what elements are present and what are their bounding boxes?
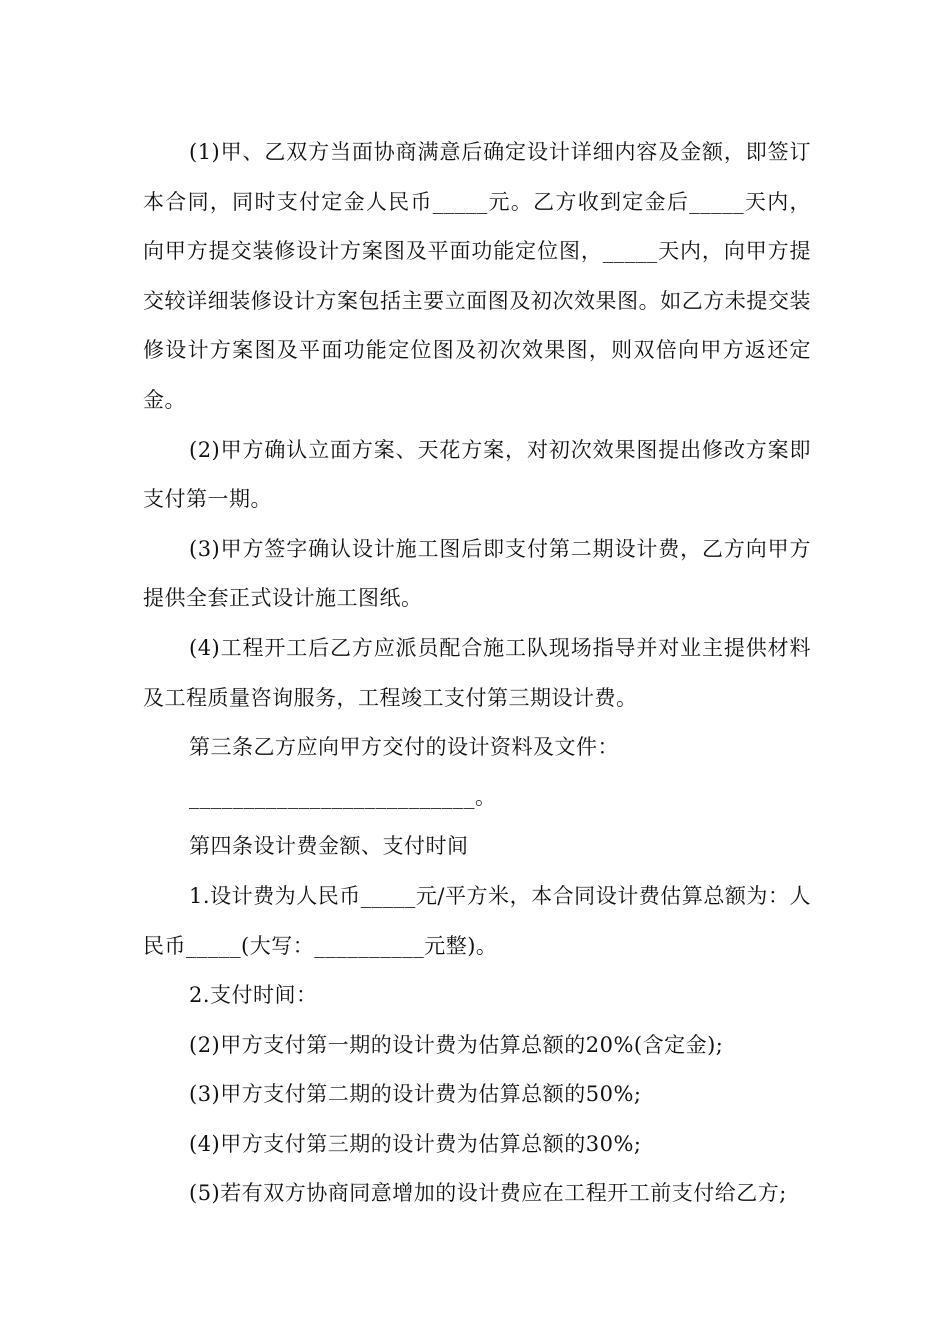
article-4-heading: 第四条设计费金额、支付时间 bbox=[189, 834, 469, 859]
clause-1-paragraph: (1)甲、乙双方当面协商满意后确定设计详细内容及金额，即签订本合同，同时支付定金人民币_____元。乙方收到定金后_____天内，向甲方提交装修设计方案图及平面功能定位图，_____天内，向甲方提交较详细装修设计方案包括主要立面图及初次效果图。如乙方未提交装修设计方案图及平面功能定位图及初次效果图，则双倍向甲方返还定金。 bbox=[143, 140, 811, 412]
payment-item-third-period: (4)甲方支付第三期的设计费为估算总额的30%; bbox=[189, 1131, 642, 1156]
payment-time-heading: 2.支付时间： bbox=[189, 983, 318, 1008]
clause-4-paragraph: (4)工程开工后乙方应派员配合施工队现场指导并对业主提供材料及工程质量咨询服务，工程竣工支付第三期设计费。 bbox=[143, 635, 811, 710]
article-3-heading: 第三条乙方应向甲方交付的设计资料及文件： bbox=[189, 735, 619, 760]
clause-2-paragraph: (2)甲方确认立面方案、天花方案，对初次效果图提出修改方案即支付第一期。 bbox=[143, 437, 811, 512]
document-body bbox=[143, 128, 811, 1219]
payment-item-first-period: (2)甲方支付第一期的设计费为估算总额的20%(含定金); bbox=[189, 1032, 724, 1057]
payment-item-second-period: (3)甲方支付第二期的设计费为估算总额的50%; bbox=[189, 1082, 642, 1107]
payment-item-additional-fee: (5)若有双方协商同意增加的设计费应在工程开工前支付给乙方; bbox=[189, 1181, 787, 1206]
fee-amount-paragraph: 1.设计费为人民币_____元/平方米，本合同设计费估算总额为：人民币_____(大写：__________元整)。 bbox=[143, 883, 811, 958]
clause-3-paragraph: (3)甲方签字确认设计施工图后即支付第二期设计费，乙方向甲方提供全套正式设计施工图纸。 bbox=[143, 536, 811, 611]
article-3-blank-line: __________________________。 bbox=[189, 784, 497, 809]
